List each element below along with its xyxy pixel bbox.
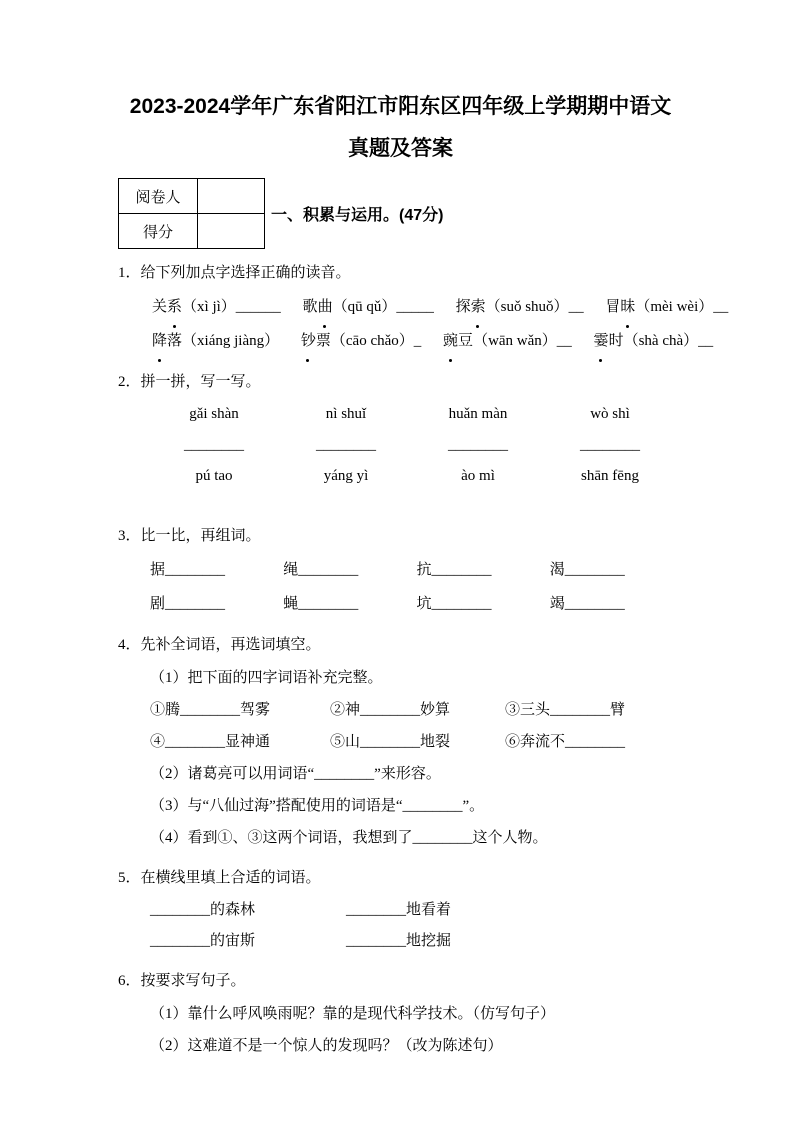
given-char: 剧 xyxy=(150,596,166,612)
q4-sub3: （3）与“八仙过海”搭配使用的词语是“________”。 xyxy=(150,798,485,814)
answer-blank: ________ xyxy=(316,437,376,453)
score-table-row xyxy=(118,178,683,249)
word-pre: 关 xyxy=(152,299,168,315)
given-char: 绳 xyxy=(283,562,299,578)
dotted-char: 索 xyxy=(471,290,486,324)
title-line-2: 真题及答案 xyxy=(348,137,453,160)
section-heading: 一、积累与运用。(47分) xyxy=(271,207,444,224)
pinyin-prompt: huǎn màn xyxy=(448,406,508,422)
answer-blank: __ xyxy=(713,299,729,315)
score-table xyxy=(118,178,265,249)
answer-blank: ________ xyxy=(184,437,244,453)
fill-phrase: ________地挖掘 xyxy=(346,933,452,949)
dotted-char: 曲 xyxy=(318,290,333,324)
title-line-1: 2023-2024学年广东省阳江市阳东区四年级上学期期中语文 xyxy=(129,95,672,118)
q2-answer-row xyxy=(118,430,683,461)
dotted-char: 豌 xyxy=(443,324,458,358)
word-group-item xyxy=(417,587,550,621)
answer-blank: ________ xyxy=(431,562,492,578)
document-title xyxy=(118,86,683,170)
reading-item xyxy=(152,290,281,324)
q4-sub2: （2）诸葛亮可以用词语“________”来形容。 xyxy=(150,766,441,782)
pinyin-options: （cāo chǎo） xyxy=(330,333,414,349)
word-group-item xyxy=(417,553,550,587)
q6-sub2: （2）这难道不是一个惊人的发现吗？（改为陈述句） xyxy=(150,1038,503,1054)
answer-blank: ________ xyxy=(448,437,508,453)
q2-pinyin-row-2 xyxy=(118,461,683,492)
reading-item xyxy=(456,290,584,324)
q4-idiom-row-1 xyxy=(118,694,683,726)
reading-item xyxy=(605,290,728,324)
reading-item xyxy=(594,324,714,358)
q3-stem: 3．比一比，再组词。 xyxy=(118,528,261,544)
question-2 xyxy=(118,366,683,492)
word-post: 落 xyxy=(167,333,183,349)
pinyin-options: （mèi wèi） xyxy=(635,299,714,315)
word-pre: 冒 xyxy=(605,299,621,315)
pinyin-options: （xì jì） xyxy=(182,299,236,315)
idiom-item: ③三头________臂 xyxy=(505,702,626,718)
score-value-cell xyxy=(198,214,265,249)
answer-blank: ________ xyxy=(165,596,226,612)
answer-blank: ________ xyxy=(298,596,359,612)
pinyin-prompt: yáng yì xyxy=(323,468,369,484)
answer-blank: ________ xyxy=(431,596,492,612)
q3-row-1 xyxy=(118,553,683,587)
answer-blank: _ xyxy=(413,333,422,349)
fill-phrase: ________的森林 xyxy=(150,902,256,918)
reading-item xyxy=(443,324,572,358)
idiom-item: ④________显神通 xyxy=(150,734,271,750)
pinyin-options: （qū qǔ） xyxy=(332,299,397,315)
given-char: 渴 xyxy=(549,562,565,578)
given-char: 抗 xyxy=(416,562,432,578)
idiom-item: ②神________妙算 xyxy=(330,702,451,718)
q5-row-2 xyxy=(118,926,683,957)
word-group-item xyxy=(283,587,416,621)
dotted-char: 霎 xyxy=(594,324,609,358)
fill-phrase: ________地看着 xyxy=(346,902,452,918)
pinyin-options: （shà chà） xyxy=(623,333,699,349)
q5-row-1 xyxy=(118,895,683,926)
idiom-item: ①腾________驾雾 xyxy=(150,702,271,718)
q1-line-2 xyxy=(118,324,714,358)
answer-blank: ________ xyxy=(564,562,625,578)
word-post: 票 xyxy=(315,333,331,349)
q2-pinyin-row-1 xyxy=(118,399,683,430)
idiom-item: ⑥奔流不________ xyxy=(505,734,626,750)
answer-blank: ______ xyxy=(235,299,281,315)
word-pre: 歌 xyxy=(302,299,318,315)
pinyin-prompt: nì shuǐ xyxy=(325,406,367,422)
question-1 xyxy=(118,257,729,358)
word-group-item xyxy=(150,553,283,587)
reading-item xyxy=(152,324,279,358)
answer-blank: ________ xyxy=(298,562,359,578)
given-char: 据 xyxy=(150,562,166,578)
word-group-item xyxy=(283,553,416,587)
q4-stem: 4．先补全词语，再选词填空。 xyxy=(118,637,321,653)
word-group-item xyxy=(150,587,283,621)
pinyin-prompt: shān fēng xyxy=(581,468,639,484)
q4-sub4: （4）看到①、③这两个词语，我想到了________这个人物。 xyxy=(150,830,548,846)
answer-blank: ________ xyxy=(580,437,640,453)
pinyin-prompt: gǎi shàn xyxy=(189,406,239,422)
question-4 xyxy=(118,629,683,854)
answer-blank: __ xyxy=(568,299,584,315)
dotted-char: 降 xyxy=(152,324,167,358)
word-group-item xyxy=(550,587,683,621)
word-pre: 探 xyxy=(455,299,471,315)
fill-phrase: ________的宙斯 xyxy=(150,933,256,949)
word-post: 豆 xyxy=(458,333,474,349)
pinyin-prompt: pú tao xyxy=(195,468,233,484)
idiom-item: ⑤山________地裂 xyxy=(330,734,451,750)
grader-label: 阅卷人 xyxy=(119,179,198,214)
given-char: 竭 xyxy=(549,596,565,612)
grader-value-cell xyxy=(198,179,265,214)
pinyin-options: （suǒ shuǒ） xyxy=(485,299,569,315)
q2-stem: 2．拼一拼，写一写。 xyxy=(118,374,261,390)
given-char: 蝇 xyxy=(283,596,299,612)
reading-item xyxy=(301,324,421,358)
given-char: 坑 xyxy=(416,596,432,612)
word-group-item xyxy=(550,553,683,587)
q5-stem: 5．在横线里填上合适的词语。 xyxy=(118,870,321,886)
q4-idiom-row-2 xyxy=(118,726,683,758)
answer-blank: ________ xyxy=(165,562,226,578)
answer-blank: __ xyxy=(698,333,714,349)
q1-line-1 xyxy=(118,290,729,324)
dotted-char: 系 xyxy=(167,290,182,324)
pinyin-prompt: wò shì xyxy=(590,406,630,422)
q6-stem: 6．按要求写句子。 xyxy=(118,973,246,989)
answer-blank: ________ xyxy=(564,596,625,612)
question-3 xyxy=(118,520,683,621)
q6-sub1: （1）靠什么呼风唤雨呢？靠的是现代科学技术。（仿写句子） xyxy=(150,1006,556,1022)
answer-blank: __ xyxy=(556,333,572,349)
q1-stem: 1．给下列加点字选择正确的读音。 xyxy=(118,265,351,281)
question-5 xyxy=(118,862,683,957)
question-6 xyxy=(118,965,683,1062)
dotted-char: 昧 xyxy=(620,290,635,324)
score-label: 得分 xyxy=(119,214,198,249)
pinyin-options: （xiáng jiàng） xyxy=(182,333,280,349)
answer-blank: _____ xyxy=(396,299,434,315)
pinyin-prompt: ào mì xyxy=(461,468,495,484)
word-post: 时 xyxy=(608,333,624,349)
q3-row-2 xyxy=(118,587,683,621)
q4-sub1: （1）把下面的四字词语补充完整。 xyxy=(150,670,383,686)
dotted-char: 钞 xyxy=(301,324,316,358)
pinyin-options: （wān wǎn） xyxy=(473,333,557,349)
reading-item xyxy=(303,290,434,324)
